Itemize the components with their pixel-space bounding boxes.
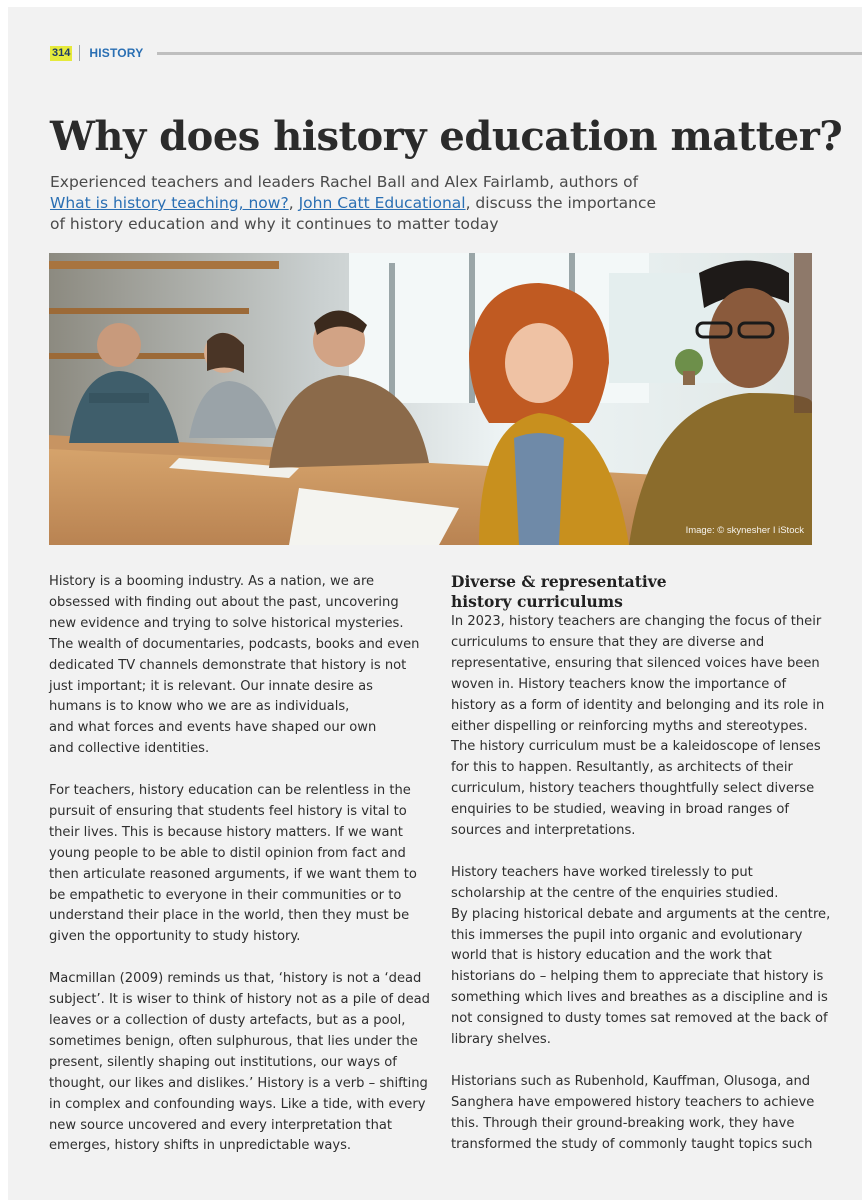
- text-line: understand their place in the world, then they must be: [49, 908, 410, 924]
- text-line: history as a form of identity and belonging and its role in: [451, 697, 825, 713]
- article-title: Why does history education matter?: [50, 113, 843, 160]
- text-line: scholarship at the centre of the enquiries studied.: [451, 885, 779, 901]
- text-line: Macmillan (2009) reminds us that, ‘history is not a ‘dead: [49, 971, 422, 987]
- text-line: woven in. History teachers know the importance of: [451, 676, 787, 692]
- text-line: either dispelling or reinforcing myths and stereotypes.: [451, 718, 808, 734]
- text-line: this immerses the pupil into organic and evolutionary: [451, 927, 803, 943]
- classroom-photo: [49, 253, 812, 545]
- text-line: just important; it is relevant. Our innate desire as: [49, 678, 373, 694]
- text-line: Sanghera have empowered history teachers to achieve: [451, 1094, 815, 1110]
- text-line: their lives. This is because history matters. If we want: [49, 824, 403, 840]
- text-line: and what forces and events have shaped our own: [49, 720, 377, 736]
- text-line: Historians such as Rubenhold, Kauffman, Olusoga, and: [451, 1073, 811, 1089]
- text-line: and collective identities.: [49, 741, 210, 757]
- text-line: History teachers have worked tirelessly to put: [451, 864, 753, 880]
- text-line: new evidence and trying to solve historical mysteries.: [49, 615, 404, 631]
- header-rule: [157, 52, 862, 55]
- text-line: in complex and confounding ways. Like a tide, with every: [49, 1096, 426, 1112]
- text-line: this. Through their ground-breaking work, they have: [451, 1115, 795, 1131]
- paragraph: [49, 572, 421, 760]
- text-line: By placing historical debate and arguments at the centre,: [451, 906, 831, 922]
- article-standfirst: [50, 172, 690, 235]
- text-line: world that is history education and the work that: [451, 948, 772, 964]
- text-line: humans is to know who we are as individuals,: [49, 699, 350, 715]
- text-line: obsessed with finding out about the past, uncovering: [49, 594, 399, 610]
- subheading-line1: Diverse & representative: [451, 572, 667, 591]
- text-line: subject’. It is wiser to think of history not as a pile of dead: [49, 992, 430, 1008]
- text-line: curriculum, history teachers thoughtfully select diverse: [451, 781, 815, 797]
- right-column: [451, 572, 831, 1176]
- text-line: In 2023, history teachers are changing the focus of their: [451, 614, 822, 629]
- subheading: [451, 572, 823, 612]
- text-line: given the opportunity to study history.: [49, 929, 301, 945]
- page-number: 314: [52, 46, 71, 59]
- standfirst-line3: of history education and why it continues to matter today: [50, 215, 499, 233]
- text-line: historians do – helping them to appreciate that history is: [451, 969, 824, 985]
- text-line: The history curriculum must be a kaleidoscope of lenses: [451, 739, 821, 755]
- section-label: HISTORY: [89, 46, 144, 60]
- text-line: not consigned to dusty tomes sat removed at the back of: [451, 1011, 828, 1027]
- standfirst-separator: ,: [288, 194, 299, 212]
- publisher-link[interactable]: John Catt Educational: [298, 194, 466, 212]
- text-line: For teachers, history education can be relentless in the: [49, 783, 411, 799]
- standfirst-line2-rest: , discuss the importance: [465, 194, 656, 212]
- text-line: History is a booming industry. As a nation, we are: [49, 574, 375, 589]
- text-line: thought, our likes and dislikes.’ History is a verb – shifting: [49, 1075, 428, 1091]
- book-title-link[interactable]: What is history teaching, now?: [50, 194, 289, 212]
- text-line: representative, ensuring that silenced voices have been: [451, 655, 820, 671]
- text-line: new source uncovered and every interpretation that: [49, 1117, 393, 1133]
- text-line: something which lives and breathes as a discipline and is: [451, 990, 828, 1006]
- text-line: pursuit of ensuring that students feel history is vital to: [49, 803, 407, 819]
- text-line: then articulate reasoned arguments, if we want them to: [49, 866, 417, 882]
- text-line: transformed the study of commonly taught topics such: [451, 1136, 813, 1152]
- text-line: enquiries to be studied, weaving in broad ranges of: [451, 802, 790, 818]
- left-column: [49, 572, 430, 1178]
- text-line: The wealth of documentaries, podcasts, books and even: [49, 636, 420, 652]
- text-line: leaves or a collection of dusty artefacts, but as a pool,: [49, 1013, 406, 1028]
- text-line: sometimes benign, often sulphurous, that lies under the: [49, 1033, 418, 1049]
- text-line: sources and interpretations.: [451, 823, 636, 839]
- standfirst-line1: Experienced teachers and leaders Rachel Ball and Alex Fairlamb, authors of: [50, 173, 639, 191]
- text-line: young people to be able to distil opinion from fact and: [49, 845, 406, 861]
- subheading-line2: history curriculums: [451, 592, 623, 611]
- magazine-page: [8, 7, 862, 1200]
- text-line: present, silently shaping out institutions, our ways of: [49, 1054, 397, 1070]
- text-line: curriculums to ensure that they are diverse and: [451, 634, 765, 650]
- paragraph: [451, 1072, 823, 1156]
- paragraph: [451, 612, 823, 842]
- paragraph: [49, 781, 421, 948]
- text-line: dedicated TV channels demonstrate that history is not: [49, 657, 407, 673]
- header-divider: [79, 45, 80, 61]
- text-line: library shelves.: [451, 1032, 551, 1048]
- text-line: emerges, history shifts in unpredictable ways.: [49, 1138, 352, 1154]
- text-line: be empathetic to everyone in their communities or to: [49, 887, 402, 903]
- paragraph: [451, 863, 831, 1051]
- image-credit: Image: © skynesher I iStock: [685, 525, 804, 536]
- paragraph: [49, 969, 430, 1157]
- text-line: for this to happen. Resultantly, as architects of their: [451, 760, 793, 776]
- page-header: [50, 45, 862, 61]
